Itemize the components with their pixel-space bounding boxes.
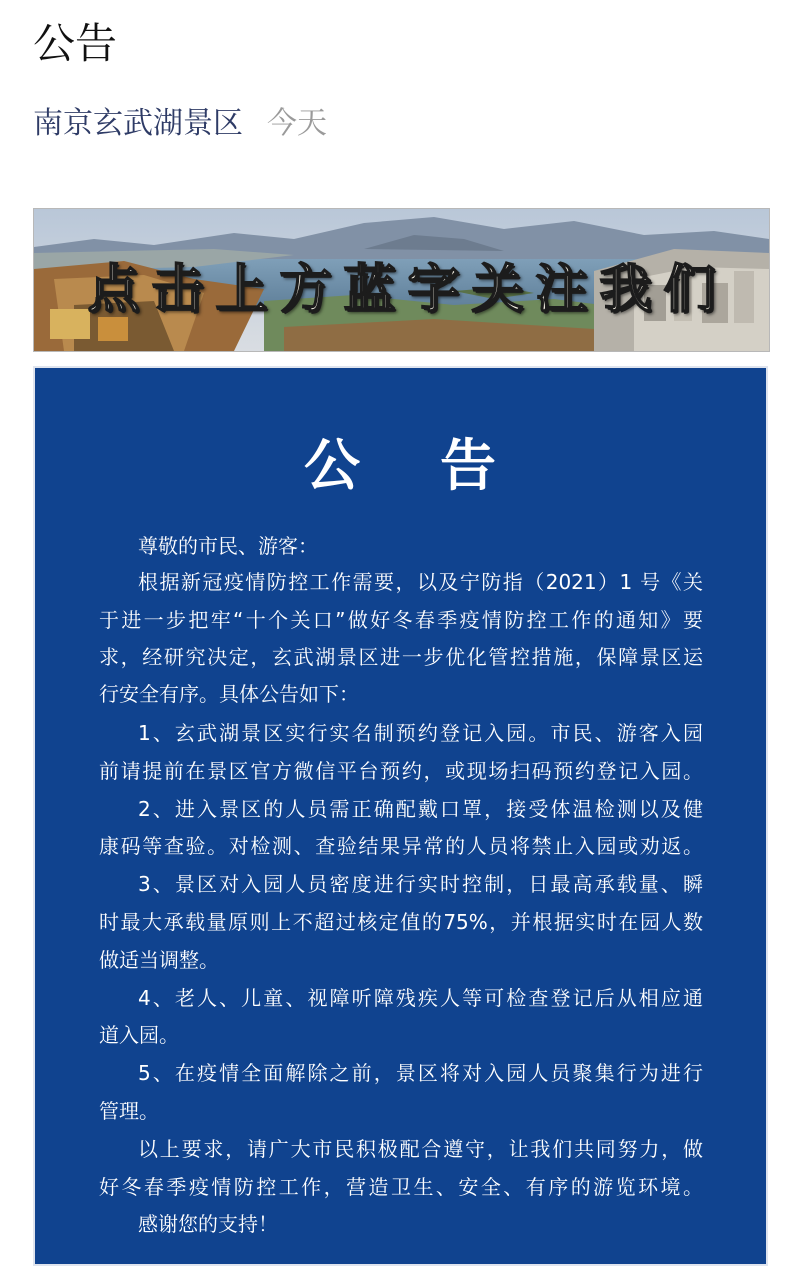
- notice-line: 做适当调整。: [99, 948, 219, 972]
- notice-line: 康码等查验。对检测、查验结果异常的人员将禁止入园或劝返。: [99, 834, 703, 858]
- notice-line: 2、进入景区的人员需正确配戴口罩，接受体温检测以及健: [138, 797, 703, 821]
- notice-line: 1、玄武湖景区实行实名制预约登记入园。市民、游客入园: [138, 721, 703, 745]
- notice-heading-char-1: 公: [304, 433, 360, 499]
- notice-line: 于进一步把牢“十个关口”做好冬春季疫情防控工作的通知》要: [99, 608, 703, 632]
- account-name-link[interactable]: 南京玄武湖景区: [33, 106, 243, 141]
- notice-line: 求，经研究决定，玄武湖景区进一步优化管控措施，保障景区运: [99, 645, 703, 669]
- notice-line: 时最大承载量原则上不超过核定值的75%，并根据实时在园人数: [99, 910, 703, 934]
- publish-date: 今天: [267, 106, 327, 141]
- notice-line: 以上要求，请广大市民积极配合遵守，让我们共同努力，做: [138, 1137, 703, 1161]
- notice-line: 行安全有序。具体公告如下：: [99, 682, 359, 706]
- notice-heading-char-2: 告: [440, 433, 496, 499]
- follow-banner[interactable]: [33, 208, 770, 352]
- notice-line: 3、景区对入园人员密度进行实时控制，日最高承载量、瞬: [138, 872, 703, 896]
- notice-greeting: 尊敬的市民、游客：: [138, 534, 318, 558]
- notice-line: 根据新冠疫情防控工作需要，以及宁防指（2021）1 号《关: [138, 570, 703, 594]
- banner-text: 点击上方蓝字关注我们: [87, 258, 728, 320]
- notice-line: 好冬春季疫情防控工作，营造卫生、安全、有序的游览环境。: [99, 1175, 703, 1199]
- notice-heading: [0, 426, 800, 506]
- notice-line: 4、老人、儿童、视障听障残疾人等可检查登记后从相应通: [138, 986, 703, 1010]
- notice-line: 5、在疫情全面解除之前，景区将对入园人员聚集行为进行: [138, 1061, 703, 1085]
- notice-thanks: 感谢您的支持！: [138, 1212, 278, 1236]
- article-meta: [33, 100, 327, 148]
- article-title: 公告: [33, 19, 118, 68]
- notice-line: 管理。: [99, 1099, 159, 1123]
- notice-line: 道入园。: [99, 1023, 179, 1047]
- notice-line: 前请提前在景区官方微信平台预约，或现场扫码预约登记入园。: [99, 759, 703, 783]
